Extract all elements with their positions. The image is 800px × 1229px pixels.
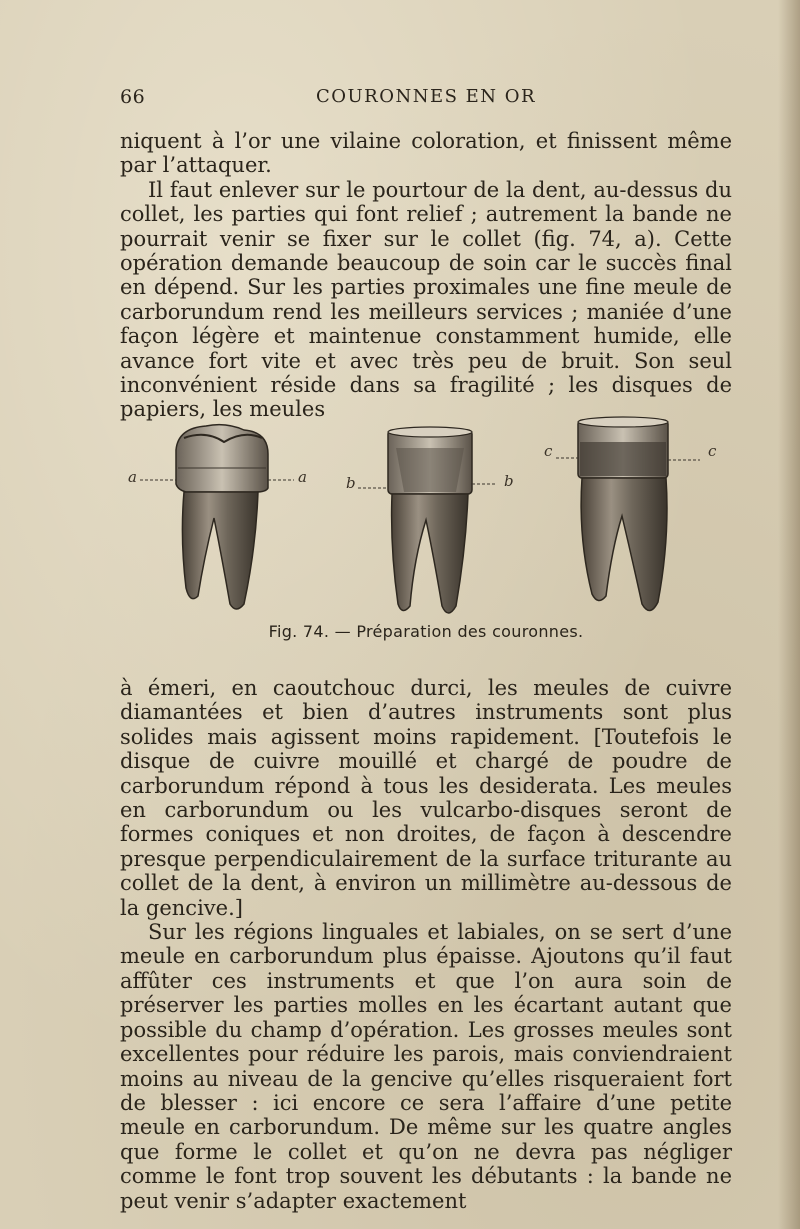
paragraph: Il faut enlever sur le pourtour de la dent, au-dessus du collet, les parties qui font relief ; autrement la bande ne pourrait venir se fixer sur le collet (fig. 74, a). Cette opération demande beaucoup de soin car le succès final en dépend. Sur les parties proximales une fine meule de carborundum rend les meilleurs services ; maniée d’une façon légère et maintenue constamment humide, elle avance fort vite et avec très peu de bruit. Son seul inconvénient réside dans sa fragilité ; les disques de papiers, les meules <box>120 177 732 422</box>
label-c-right: c <box>708 442 717 460</box>
label-a-right: a <box>298 468 307 486</box>
page-edge-shadow <box>778 0 800 1229</box>
page-header <box>120 86 732 112</box>
page-number: 66 <box>120 86 146 108</box>
label-b-right: b <box>504 472 514 490</box>
teeth-illustration <box>126 408 736 623</box>
paragraph: à émeri, en caoutchouc durci, les meules de cuivre diamantées et bien d’autres instruments sont plus solides mais agissent moins rapidement. [Toutefois le disque de cuivre mouillé et chargé de poudre de carborundum répond à tous les desiderata. Les meules en carborundum ou les vulcarbo-disques seront de formes coniques et non droites, de façon à descendre presque perpendiculairement de la surface triturante au collet de la dent, à environ un millimètre au-dessous de la gencive.] <box>120 676 732 920</box>
figure-74 <box>126 408 736 638</box>
paragraph: Sur les régions linguales et labiales, on se sert d’une meule en carborundum plus épaisse. Ajoutons qu’il faut affûter ces instruments et que l’on aura soin de préserver les parties molles en les écartant autant que possible du champ d’opération. Les grosses meules sont excellentes pour réduire les parois, mais conviendraient moins au niveau de la gencive qu’elles risqueraient fort de blesser : ici encore ce sera l’affaire d’une petite meule en carborundum. De même sur les quatre angles que forme le collet et qu’on ne devra pas négliger comme le font trop souvent les débutants : la bande ne peut venir s’adapter exactement <box>120 920 732 1213</box>
body-text-bottom <box>120 676 732 1213</box>
tooth-c <box>578 417 668 611</box>
body-text-top <box>120 129 732 422</box>
tooth-a <box>176 425 268 609</box>
label-b-left: b <box>346 474 356 492</box>
label-c-left: c <box>544 442 553 460</box>
paragraph: niquent à l’or une vilaine coloration, et finissent même par l’attaquer. <box>120 129 732 178</box>
figure-caption: Fig. 74. — Préparation des couronnes. <box>268 622 584 641</box>
running-title: COURONNES EN OR <box>315 86 537 107</box>
tooth-b <box>388 427 472 613</box>
label-a-left: a <box>128 468 137 486</box>
